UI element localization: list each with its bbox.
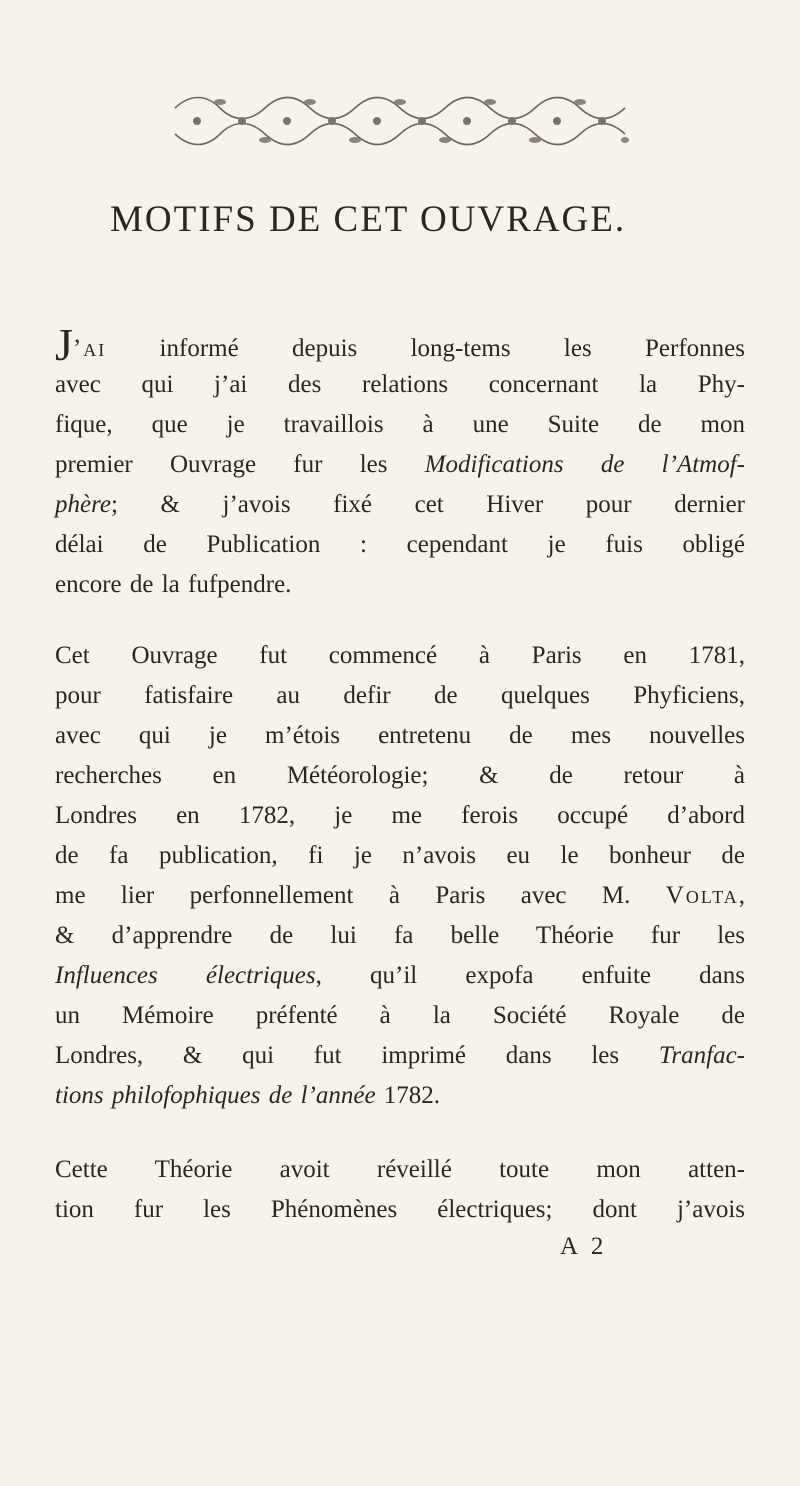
- paragraph-1: [55, 319, 745, 605]
- text-line: premier Ouvrage fur les Modifications de l’Atmof-: [55, 451, 745, 478]
- paragraph-2: [55, 636, 745, 1116]
- text-line: un Mémoire préfenté à la Société Royale de: [55, 1002, 745, 1029]
- chapter-heading: MOTIFS DE CET OUVRAGE.: [110, 199, 627, 240]
- text-line: Cet Ouvrage fut commencé à Paris en 1781,: [55, 642, 745, 669]
- decorative-fleuron-band: [170, 90, 630, 152]
- text-line: avec qui j’ai des relations concernant la Phy-: [55, 371, 745, 398]
- text-line: J’ai informé depuis long-tems les Perfonnes: [55, 319, 745, 370]
- text-line: avec qui je m’étois entretenu de mes nouvelles: [55, 722, 745, 749]
- text-line: Londres, & qui fut imprimé dans les Tranfac-: [55, 1042, 745, 1069]
- drop-cap: J: [55, 319, 73, 370]
- text-line: tion fur les Phénomènes électriques; dont j’avois: [55, 1196, 745, 1223]
- text-line: Londres en 1782, je me ferois occupé d’abord: [55, 802, 745, 829]
- text-line: pour fatisfaire au defir de quelques Phyficiens,: [55, 682, 745, 709]
- signature-mark: A 2: [560, 1233, 608, 1260]
- text-line: & d’apprendre de lui fa belle Théorie fur les: [55, 922, 745, 949]
- text-line: recherches en Météorologie; & de retour à: [55, 762, 745, 789]
- text-line: me lier perfonnellement à Paris avec M. Volta,: [55, 882, 745, 909]
- text-line: de fa publication, fi je n’avois eu le bonheur de: [55, 842, 745, 869]
- paragraph-3: [55, 1150, 745, 1230]
- text-line: tions philofophiques de l’année 1782.: [55, 1082, 441, 1109]
- text-line: phère; & j’avois fixé cet Hiver pour dernier: [55, 491, 745, 518]
- text-line: Influences électriques, qu’il expofa enfuite dans: [55, 962, 745, 989]
- text-line: encore de la fufpendre.: [55, 571, 292, 598]
- text-line: fique, que je travaillois à une Suite de mon: [55, 411, 745, 438]
- text-line: délai de Publication : cependant je fuis obligé: [55, 531, 745, 558]
- text-line: Cette Théorie avoit réveillé toute mon atten-: [55, 1156, 745, 1183]
